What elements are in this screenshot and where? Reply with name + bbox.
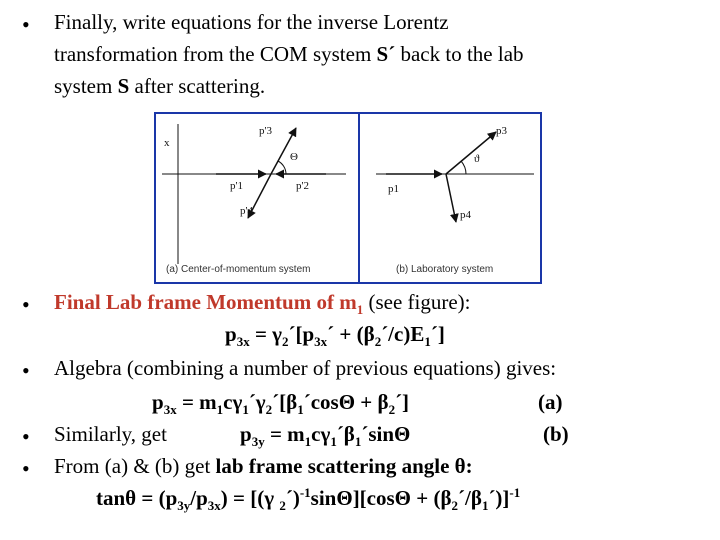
label-p1-prime: p'1 <box>230 180 243 192</box>
bullet-marker: • <box>22 12 30 37</box>
intro-line-3 <box>54 74 265 99</box>
intro-line-2 <box>54 42 524 67</box>
from-ab-plain: From (a) & (b) get <box>54 454 216 478</box>
intro-text: after scattering. <box>129 74 266 98</box>
figure-divider <box>358 114 360 282</box>
label-vartheta: ϑ <box>474 153 480 165</box>
label-x: x <box>164 137 170 149</box>
equation-b: $p_{3y}$ = $m_1c\gamma_1´\beta_1´\sin\Theta$ <box>240 422 411 450</box>
equation-a: $p_{3x}$ = $m_1c\gamma_1´\gamma_2´[\beta_1´\cos\Theta$ + $\beta_2´$] <box>152 390 410 418</box>
algebra-text: Algebra (combining a number of previous equations) gives: <box>54 356 557 380</box>
label-p2-prime: p'2 <box>296 180 309 192</box>
scattering-figure <box>154 112 542 284</box>
p4-arrow <box>446 174 456 222</box>
from-ab-bold: lab frame scattering angle θ: <box>215 454 473 478</box>
intro-line-1: Finally, write equations for the inverse Lorentz <box>54 10 449 34</box>
label-theta: Θ <box>290 151 298 163</box>
label-p3: p3 <box>496 125 507 137</box>
vartheta-arc <box>461 161 466 174</box>
label-p3-prime: p'3 <box>259 125 272 137</box>
figure-diagram <box>156 114 540 282</box>
label-p4: p4 <box>460 209 471 221</box>
heading-red: Final Lab frame Momentum of m <box>54 290 357 314</box>
from-ab-text <box>54 454 473 479</box>
intro-text: system <box>54 74 118 98</box>
bullet-marker: • <box>22 456 30 481</box>
final-momentum-heading <box>54 290 471 318</box>
bullet-marker: • <box>22 292 30 317</box>
theta-arc <box>278 161 286 174</box>
label-p4-prime: p'4 <box>240 205 253 217</box>
p3-arrow <box>446 132 496 174</box>
equation-b-tag: (b) <box>543 422 569 446</box>
label-p1: p1 <box>388 183 399 195</box>
equation-tan-theta: $\tan\theta = (p_{3y}/p_{3x}) = [(\gamma$ $_2$´)$^{-1}$sinΘ][cosΘ + $(\beta_2´/\beta_1´)]^{-1}$ <box>96 485 521 514</box>
intro-text: transformation from the COM system <box>54 42 377 66</box>
heading-rest: (see figure): <box>363 290 471 314</box>
caption-com: (a) Center-of-momentum system <box>166 264 311 275</box>
caption-lab: (b) Laboratory system <box>396 264 494 275</box>
equation-p3x-lorentz: $p_{3x}$ = $\gamma_2´[p_{3x}´$ + $(\beta_2´/c)E_1´$] <box>225 322 445 350</box>
com-system-symbol: S´ <box>376 42 396 66</box>
lab-system-symbol: S <box>117 74 130 98</box>
intro-text: back to the lab <box>395 42 524 66</box>
bullet-marker: • <box>22 358 30 383</box>
bullet-marker: • <box>22 424 30 449</box>
similarly-text: Similarly, get <box>54 422 167 446</box>
equation-a-tag: (a) <box>538 390 563 414</box>
heading-subscript: 1 <box>356 302 364 318</box>
